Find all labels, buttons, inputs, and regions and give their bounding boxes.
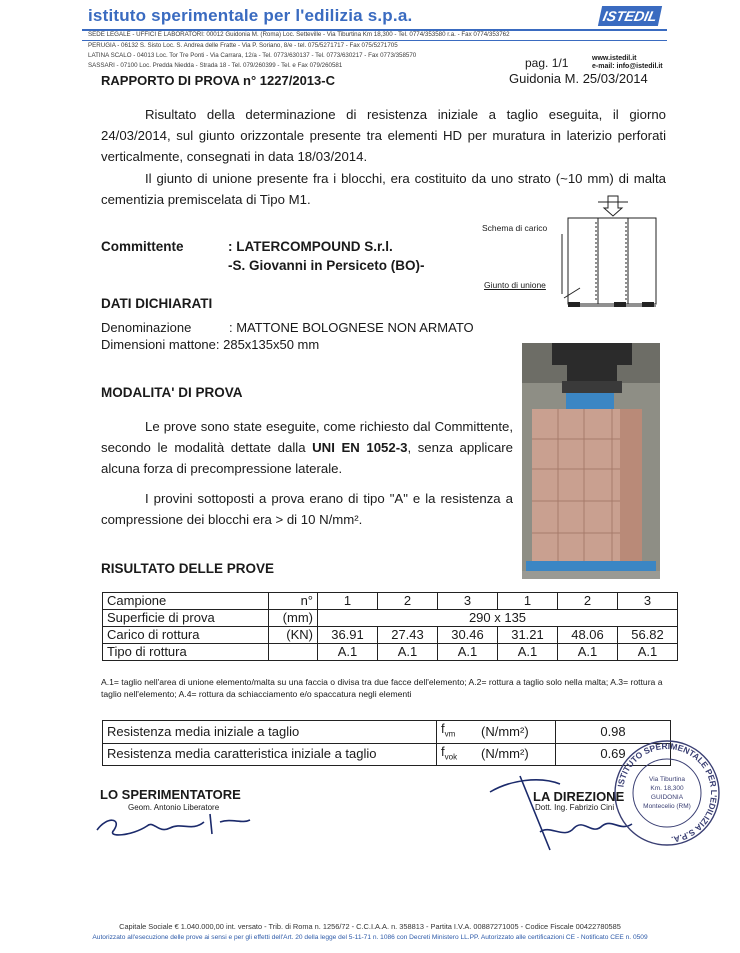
- specimen-photo: [522, 343, 660, 579]
- stamp-line1: Via Tiburtina: [648, 776, 686, 783]
- summary-symbol-sub: vok: [444, 752, 458, 762]
- table-cell: A.1: [498, 644, 558, 661]
- stamp-ring-text: ISTITUTO SPERIMENTALE PER L'EDILIZIA S.P.A.: [615, 740, 720, 845]
- stamp-line2: Km. 18,300: [650, 785, 684, 792]
- table-cell: 2: [558, 593, 618, 610]
- address-perugia: PERUGIA - 06132 S. Sisto Loc. S. Andrea delle Fratte - Via P. Soriano, 8/e - tel. 075/5271717 - Fax 075/5271705: [88, 42, 398, 49]
- row-unit: n°: [269, 593, 318, 610]
- row-unit: (KN): [269, 627, 318, 644]
- table-cell: A.1: [318, 644, 378, 661]
- table-cell: A.1: [378, 644, 438, 661]
- table-row: [103, 743, 671, 766]
- table-cell: 3: [438, 593, 498, 610]
- table-cell: 31.21: [498, 627, 558, 644]
- summary-symbol-base: f: [441, 743, 445, 759]
- table-row: [103, 627, 678, 644]
- address-sede-legale: SEDE LEGALE - UFFICI E LABORATORI: 00012 Guidonia M. (Roma) Loc. Setteville - Via Tiburtina Km 18,300 - Tel. 0774/353580 r.a. - Fax 0774/353762: [88, 31, 510, 38]
- table-cell: 36.91: [318, 627, 378, 644]
- address-sassari: SASSARI - 07100 Loc. Predda Niedda - Strada 18 - Tel. 079/260399 - Tel. e Fax 079/260581: [88, 62, 343, 69]
- table-cell: 30.46: [438, 627, 498, 644]
- denominazione-value: : MATTONE BOLOGNESE NON ARMATO: [229, 320, 474, 335]
- modalita-standard: UNI EN 1052-3: [312, 440, 408, 455]
- intro-paragraph-2: Il giunto di unione presente fra i blocchi, era costituito da uno strato (~10 mm) di malta cementizia premiscelata di Tipo M1.: [101, 171, 666, 207]
- table-cell: 1: [498, 593, 558, 610]
- denominazione-label: Denominazione: [101, 320, 192, 335]
- table-row: [103, 593, 678, 610]
- row-unit: [269, 644, 318, 661]
- stamp-line4: Montecelio (RM): [643, 803, 691, 810]
- results-table: [102, 592, 678, 661]
- modalita-paragraph-2: I provini sottoposti a prova erano di tipo "A" e la resistenza a compressione dei blocchi era > di 10 N/mm².: [101, 491, 513, 527]
- committente-city: -S. Giovanni in Persiceto (BO)-: [228, 258, 425, 273]
- istedil-logo: ISTEDIL: [598, 6, 662, 26]
- row-label: Superficie di prova: [103, 610, 269, 627]
- summary-symbol: [437, 743, 478, 766]
- table-cell-merged: 290 x 135: [318, 610, 678, 627]
- modalita-paragraph-1: [101, 416, 513, 479]
- company-stamp: [612, 738, 722, 848]
- summary-symbol: [437, 721, 478, 744]
- table-cell: 3: [618, 593, 678, 610]
- dati-heading: DATI DICHIARATI: [101, 296, 213, 311]
- summary-unit: (N/mm²): [477, 743, 556, 766]
- summary-symbol-base: f: [441, 721, 445, 736]
- email-link[interactable]: e-mail: info@istedil.it: [592, 63, 663, 70]
- diagram-label-top: Schema di carico: [482, 223, 548, 233]
- table-cell: 27.43: [378, 627, 438, 644]
- summary-value: 0.69: [556, 743, 671, 766]
- table-row: [103, 644, 678, 661]
- table-cell: 56.82: [618, 627, 678, 644]
- header-rule-2: [82, 40, 667, 41]
- table-cell: 2: [378, 593, 438, 610]
- summary-label: Resistenza media caratteristica iniziale a taglio: [103, 743, 437, 766]
- modalita-p1-text-a: Le prove sono state eseguite, come richiesto dal Committente, secondo le modalità dettate dalla: [101, 419, 513, 455]
- modalita-p1-text-c: , senza applicare alcuna forza di precompressione laterale.: [101, 440, 514, 476]
- table-row: [103, 721, 671, 744]
- dimensioni-text: Dimensioni mattone: 285x135x50 mm: [101, 337, 320, 352]
- footer-authorization: Autorizzato all'esecuzione delle prove ai sensi e per gli effetti dell'Art. 20 della legge del 5-11-71 n. 1086 con Decreti Ministero LL.PP. Autorizzato alle certificazioni CE - Notificato CEE n. 0509: [92, 934, 648, 941]
- stamp-line3: GUIDONIA: [650, 794, 684, 801]
- footer-legal: Capitale Sociale € 1.040.000,00 int. versato - Trib. di Roma n. 1256/72 - C.C.I.A.A. n. 358813 - Partita I.V.A. 00887271005 - Codice Fiscale 00422780585: [119, 922, 621, 931]
- table-cell: A.1: [618, 644, 678, 661]
- summary-unit: (N/mm²): [477, 721, 556, 744]
- summary-label: Resistenza media iniziale a taglio: [103, 721, 437, 744]
- row-label: Tipo di rottura: [103, 644, 269, 661]
- summary-value: 0.98: [556, 721, 671, 744]
- report-title: RAPPORTO DI PROVA n° 1227/2013-C: [101, 73, 335, 88]
- row-unit: (mm): [269, 610, 318, 627]
- table-cell: 1: [318, 593, 378, 610]
- svg-text:ISTITUTO SPERIMENTALE PER L'ED: [615, 741, 719, 845]
- address-latina: LATINA SCALO - 04013 Loc. Tor Tre Ponti - Via Carrara, 12/a - Tel. 0773/630137 - Tel. 0773/630217 - Fax 0773/358570: [88, 52, 417, 59]
- brand-name: istituto sperimentale per l'edilizia s.p.a.: [88, 6, 413, 25]
- page-number: pag. 1/1: [525, 56, 569, 70]
- table-cell: A.1: [438, 644, 498, 661]
- direzione-name: Dott. Ing. Fabrizio Cini: [535, 803, 615, 812]
- committente-name: : LATERCOMPOUND S.r.l.: [228, 239, 393, 254]
- intro-paragraph-1: Risultato della determinazione di resistenza iniziale a taglio eseguita, il giorno 24/03/2014, sul giunto orizzontale presente tra elementi HD per muratura in laterizio perforati verticalmente, consegnati in data 18/03/2014.: [101, 107, 666, 164]
- sperimentatore-signature: [92, 808, 252, 842]
- load-scheme-diagram: [560, 194, 660, 312]
- committente-label: Committente: [101, 239, 184, 254]
- website-link[interactable]: www.istedil.it: [592, 55, 637, 62]
- report-place-date: Guidonia M. 25/03/2014: [509, 71, 648, 86]
- sperimentatore-name: Geom. Antonio Liberatore: [128, 803, 220, 812]
- modalita-heading: MODALITA' DI PROVA: [101, 385, 243, 400]
- row-label: Carico di rottura: [103, 627, 269, 644]
- table-cell: A.1: [558, 644, 618, 661]
- website-block: [592, 55, 663, 71]
- table-cell: 48.06: [558, 627, 618, 644]
- table-row: [103, 610, 678, 627]
- direzione-title: LA DIREZIONE: [533, 789, 625, 804]
- sperimentatore-title: LO SPERIMENTATORE: [100, 787, 241, 802]
- failure-type-note: A.1= taglio nell'area di unione elemento/malta su una faccia o divisa tra due facce dell'elemento; A.2= rottura a taglio solo nella malta; A.3= rottura a taglio nell'elemento; A.4= rottura da schiacciamento e/o spaccatura negli elementi: [101, 677, 663, 699]
- summary-symbol-sub: vm: [444, 729, 456, 739]
- summary-table: [102, 720, 671, 766]
- row-label: Campione: [103, 593, 269, 610]
- diagram-label-bottom: Giunto di unione: [484, 280, 546, 290]
- risultato-heading: RISULTATO DELLE PROVE: [101, 561, 275, 576]
